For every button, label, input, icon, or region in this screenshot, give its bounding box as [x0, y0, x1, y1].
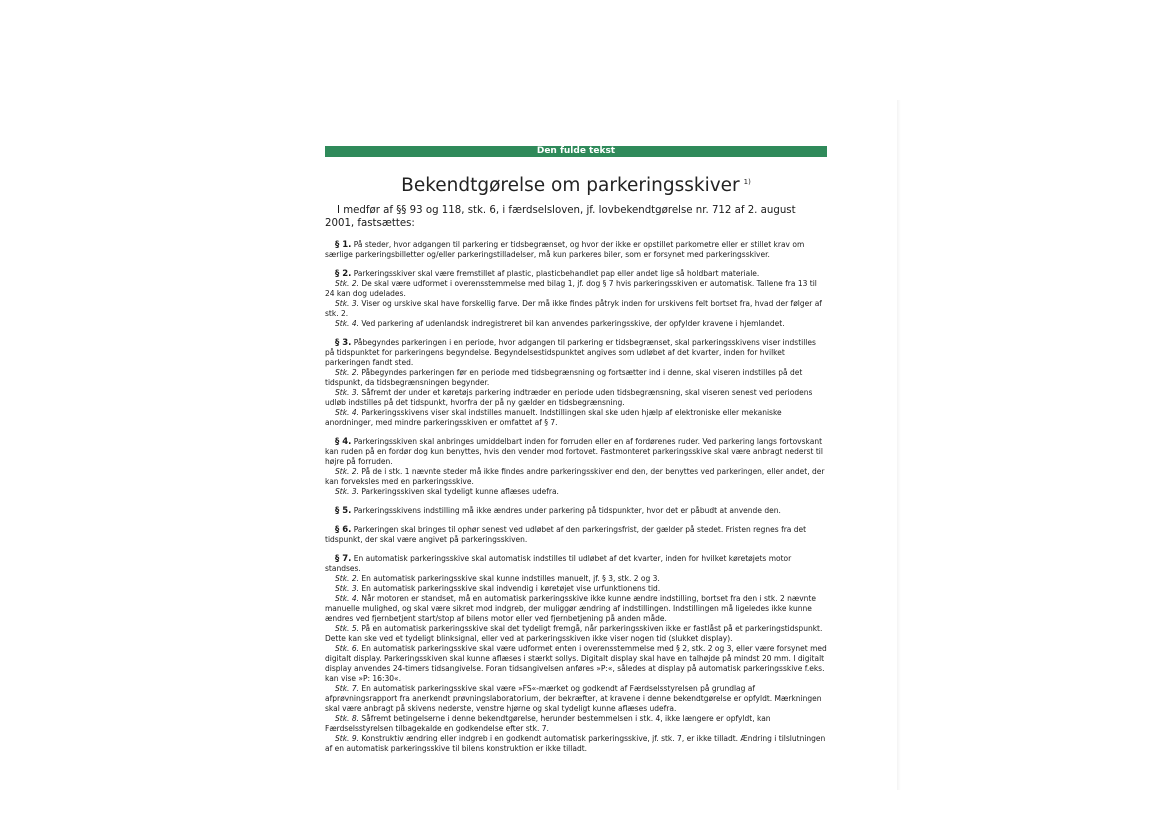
stk-paragraph [325, 624, 827, 644]
stk-body: De skal være udformet i overensstemmelse med bilag 1, jf. dog § 7 hvis parkeringsskiven er automatisk. Tallene fra 13 til 24 kan dog udelades. [325, 279, 817, 298]
section-paragraph [325, 525, 827, 545]
stk-label: Stk. 3. [335, 487, 359, 496]
stk-paragraph [325, 368, 827, 388]
section-paragraph [325, 269, 827, 329]
stk-label: Stk. 6. [335, 644, 359, 653]
stk-paragraph [325, 299, 827, 319]
section-body: Parkeringen skal bringes til ophør senest ved udløbet af den parkeringsfrist, der gælder på stedet. Fristen regnes fra det tidspunkt, der skal være angivet på parkeringsskiven. [325, 525, 807, 544]
stk-body: Ved parkering af udenlandsk indregistreret bil kan anvendes parkeringsskive, der opfylder kravene i hjemlandet. [361, 319, 785, 328]
section-text [325, 240, 827, 260]
stk-body: Såfremt der under et køretøjs parkering indtræder en periode uden tidsbegrænsning, skal viseren senest ved periodens udløb indstilles på det tidspunkt, hvorfra der på ny gælder en tidsbegrænsning. [325, 388, 813, 407]
stk-label: Stk. 3. [335, 584, 359, 593]
stk-paragraph [325, 714, 827, 734]
stk-label: Stk. 4. [335, 408, 359, 417]
section-body: Parkeringsskivens indstilling må ikke ændres under parkering på tidspunkter, hvor det er påbudt at anvende den. [353, 506, 781, 515]
header-bar: Den fulde tekst [325, 146, 827, 157]
section-number: § 3. [335, 338, 352, 348]
stk-label: Stk. 3. [335, 388, 359, 397]
section-text [325, 525, 827, 545]
section-body: Påbegyndes parkeringen i en periode, hvor adgangen til parkering er tidsbegrænset, skal parkeringsskivens viser indstilles på tidspunktet for parkeringens begyndelse. Begyndelsestidspunktet angives som udløbet af det kvarter, inden for hvilket parkeringen fandt sted. [325, 338, 816, 367]
stk-body: Når motoren er standset, må en automatisk parkeringsskive ikke kunne ændre indstilling, bortset fra den i stk. 2 nævnte manuelle mulighed, og skal være sikret mod indgreb, der muliggør ændring af indstillingen. Indstillingen må ligeledes ikke kunne ændres ved fjernbetjent start/stop af bilens motor eller ved fjernbetjening på anden måde. [325, 594, 816, 623]
stk-label: Stk. 2. [335, 574, 359, 583]
stk-paragraph [325, 279, 827, 299]
stk-body: Såfremt betingelserne i denne bekendtgørelse, herunder bestemmelsen i stk. 4, ikke længere er opfyldt, kan Færdselsstyrelsen tilbagekalde en godkendelse efter stk. 7. [325, 714, 771, 733]
stk-label: Stk. 2. [335, 467, 359, 476]
stk-label: Stk. 9. [335, 734, 359, 743]
stk-body: Parkeringsskiven skal tydeligt kunne aflæses udefra. [361, 487, 559, 496]
stk-paragraph [325, 487, 827, 497]
stk-paragraph [325, 684, 827, 714]
document-page [325, 146, 827, 754]
title-footnote: 1) [743, 178, 751, 186]
stk-label: Stk. 2. [335, 279, 359, 288]
stk-paragraph [325, 584, 827, 594]
section-body: På steder, hvor adgangen til parkering er tidsbegrænset, og hvor der ikke er opstillet parkometre eller er stillet krav om særlige parkeringsbilletter og/eller parkeringstilladelser, må kun parkeres biler, som er forsynet med parkeringsskiver. [325, 240, 805, 259]
stk-label: Stk. 5. [335, 624, 359, 633]
section-text [325, 506, 827, 516]
stk-body: Viser og urskive skal have forskellig farve. Der må ikke findes påtryk inden for urskivens felt bortset fra, hvad der følger af stk. 2. [325, 299, 822, 318]
stk-body: Påbegyndes parkeringen før en periode med tidsbegrænsning og fortsætter ind i denne, skal viseren indstilles på det tidspunkt, da tidsbegrænsningen begynder. [325, 368, 803, 387]
stk-paragraph [325, 574, 827, 584]
stk-body: Konstruktiv ændring eller indgreb i en godkendt automatisk parkeringsskive, jf. stk. 7, er ikke tilladt. Ændring i tilslutningen af en automatisk parkeringsskive til bilens konstruktion er ikke tilladt. [325, 734, 826, 753]
section-paragraph [325, 554, 827, 754]
stk-body: På en automatisk parkeringsskive skal det tydeligt fremgå, når parkeringsskiven ikke er fastlåst på et parkeringstidspunkt. Dette kan ske ved et tydeligt blinksignal, eller ved at parkeringsskiven ikke viser nogen tid (slukket display). [325, 624, 823, 643]
title-text: Bekendtgørelse om parkeringsskiver [401, 175, 740, 197]
document-title [325, 170, 827, 197]
section-number: § 4. [335, 437, 352, 447]
section-text [325, 437, 827, 467]
section-number: § 2. [335, 269, 352, 279]
stk-label: Stk. 4. [335, 594, 359, 603]
sections-container [325, 240, 827, 754]
intro-paragraph: I medfør af §§ 93 og 118, stk. 6, i færdselsloven, jf. lovbekendtgørelse nr. 712 af 2. august 2001, fastsættes: [325, 205, 796, 229]
stk-body: En automatisk parkeringsskive skal kunne indstilles manuelt, jf. § 3, stk. 2 og 3. [361, 574, 660, 583]
stk-body: En automatisk parkeringsskive skal være »FS«-mærket og godkendt af Færdselsstyrelsen på grundlag af afprøvningsrapport fra anerkendt prøvningslaboratorium, der bekræfter, at kravene i denne bekendtgørelse er opfyldt. Mærkningen skal være anbragt på skivens nederste, venstre hjørne og skal tydeligt kunne aflæses udefra. [325, 684, 822, 713]
stk-paragraph [325, 734, 827, 754]
stk-label: Stk. 3. [335, 299, 359, 308]
stk-paragraph [325, 467, 827, 487]
section-paragraph [325, 338, 827, 428]
section-paragraph [325, 437, 827, 497]
stk-body: Parkeringsskivens viser skal indstilles manuelt. Indstillingen skal ske uden hjælp af elektroniske eller mekaniske anordninger, med mindre parkeringsskiven er omfattet af § 7. [325, 408, 782, 427]
stk-paragraph [325, 408, 827, 428]
section-paragraph [325, 506, 827, 516]
page-edge-shadow [897, 100, 901, 790]
stk-label: Stk. 7. [335, 684, 359, 693]
stk-paragraph [325, 319, 827, 329]
stk-paragraph [325, 644, 827, 684]
stk-label: Stk. 8. [335, 714, 359, 723]
stk-label: Stk. 4. [335, 319, 359, 328]
section-number: § 7. [335, 554, 352, 564]
section-text [325, 554, 827, 574]
section-body: Parkeringsskiver skal være fremstillet af plastic, plasticbehandlet pap eller andet lige så holdbart materiale. [353, 269, 760, 278]
stk-body: En automatisk parkeringsskive skal være udformet enten i overensstemmelse med § 2, stk. 2 og 3, eller være forsynet med digitalt display. Parkeringsskiven skal kunne aflæses i stærkt sollys. Digitalt display skal have en talhøjde på mindst 20 mm. I digitalt display anvendes 24-timers tidsangivelse. Foran tidsangivelsen anføres »P:«, således at display på automatisk parkeringsskive f.eks. kan vise »P: 16:30«. [325, 644, 827, 683]
section-text [325, 338, 827, 368]
section-number: § 1. [335, 240, 352, 250]
stk-label: Stk. 2. [335, 368, 359, 377]
stk-paragraph [325, 388, 827, 408]
section-number: § 5. [335, 506, 352, 516]
section-text [325, 269, 827, 279]
section-paragraph [325, 240, 827, 260]
stk-body: En automatisk parkeringsskive skal indvendig i køretøjet vise urfunktionens tid. [361, 584, 661, 593]
stk-paragraph [325, 594, 827, 624]
stk-body: På de i stk. 1 nævnte steder må ikke findes andre parkeringsskiver end den, der benyttes ved parkeringen, eller andet, der kan forveksles med en parkeringsskive. [325, 467, 825, 486]
section-number: § 6. [335, 525, 352, 535]
section-body: En automatisk parkeringsskive skal automatisk indstilles til udløbet af det kvarter, inden for hvilket køretøjets motor standses. [325, 554, 792, 573]
section-body: Parkeringsskiven skal anbringes umiddelbart inden for forruden eller en af fordørenes ruder. Ved parkering langs fortovskant kan ruden på en fordør dog kun benyttes, hvis den vender mod fortovet. Fastmonteret parkeringsskive skal være anbragt nederst til højre på forruden. [325, 437, 823, 466]
